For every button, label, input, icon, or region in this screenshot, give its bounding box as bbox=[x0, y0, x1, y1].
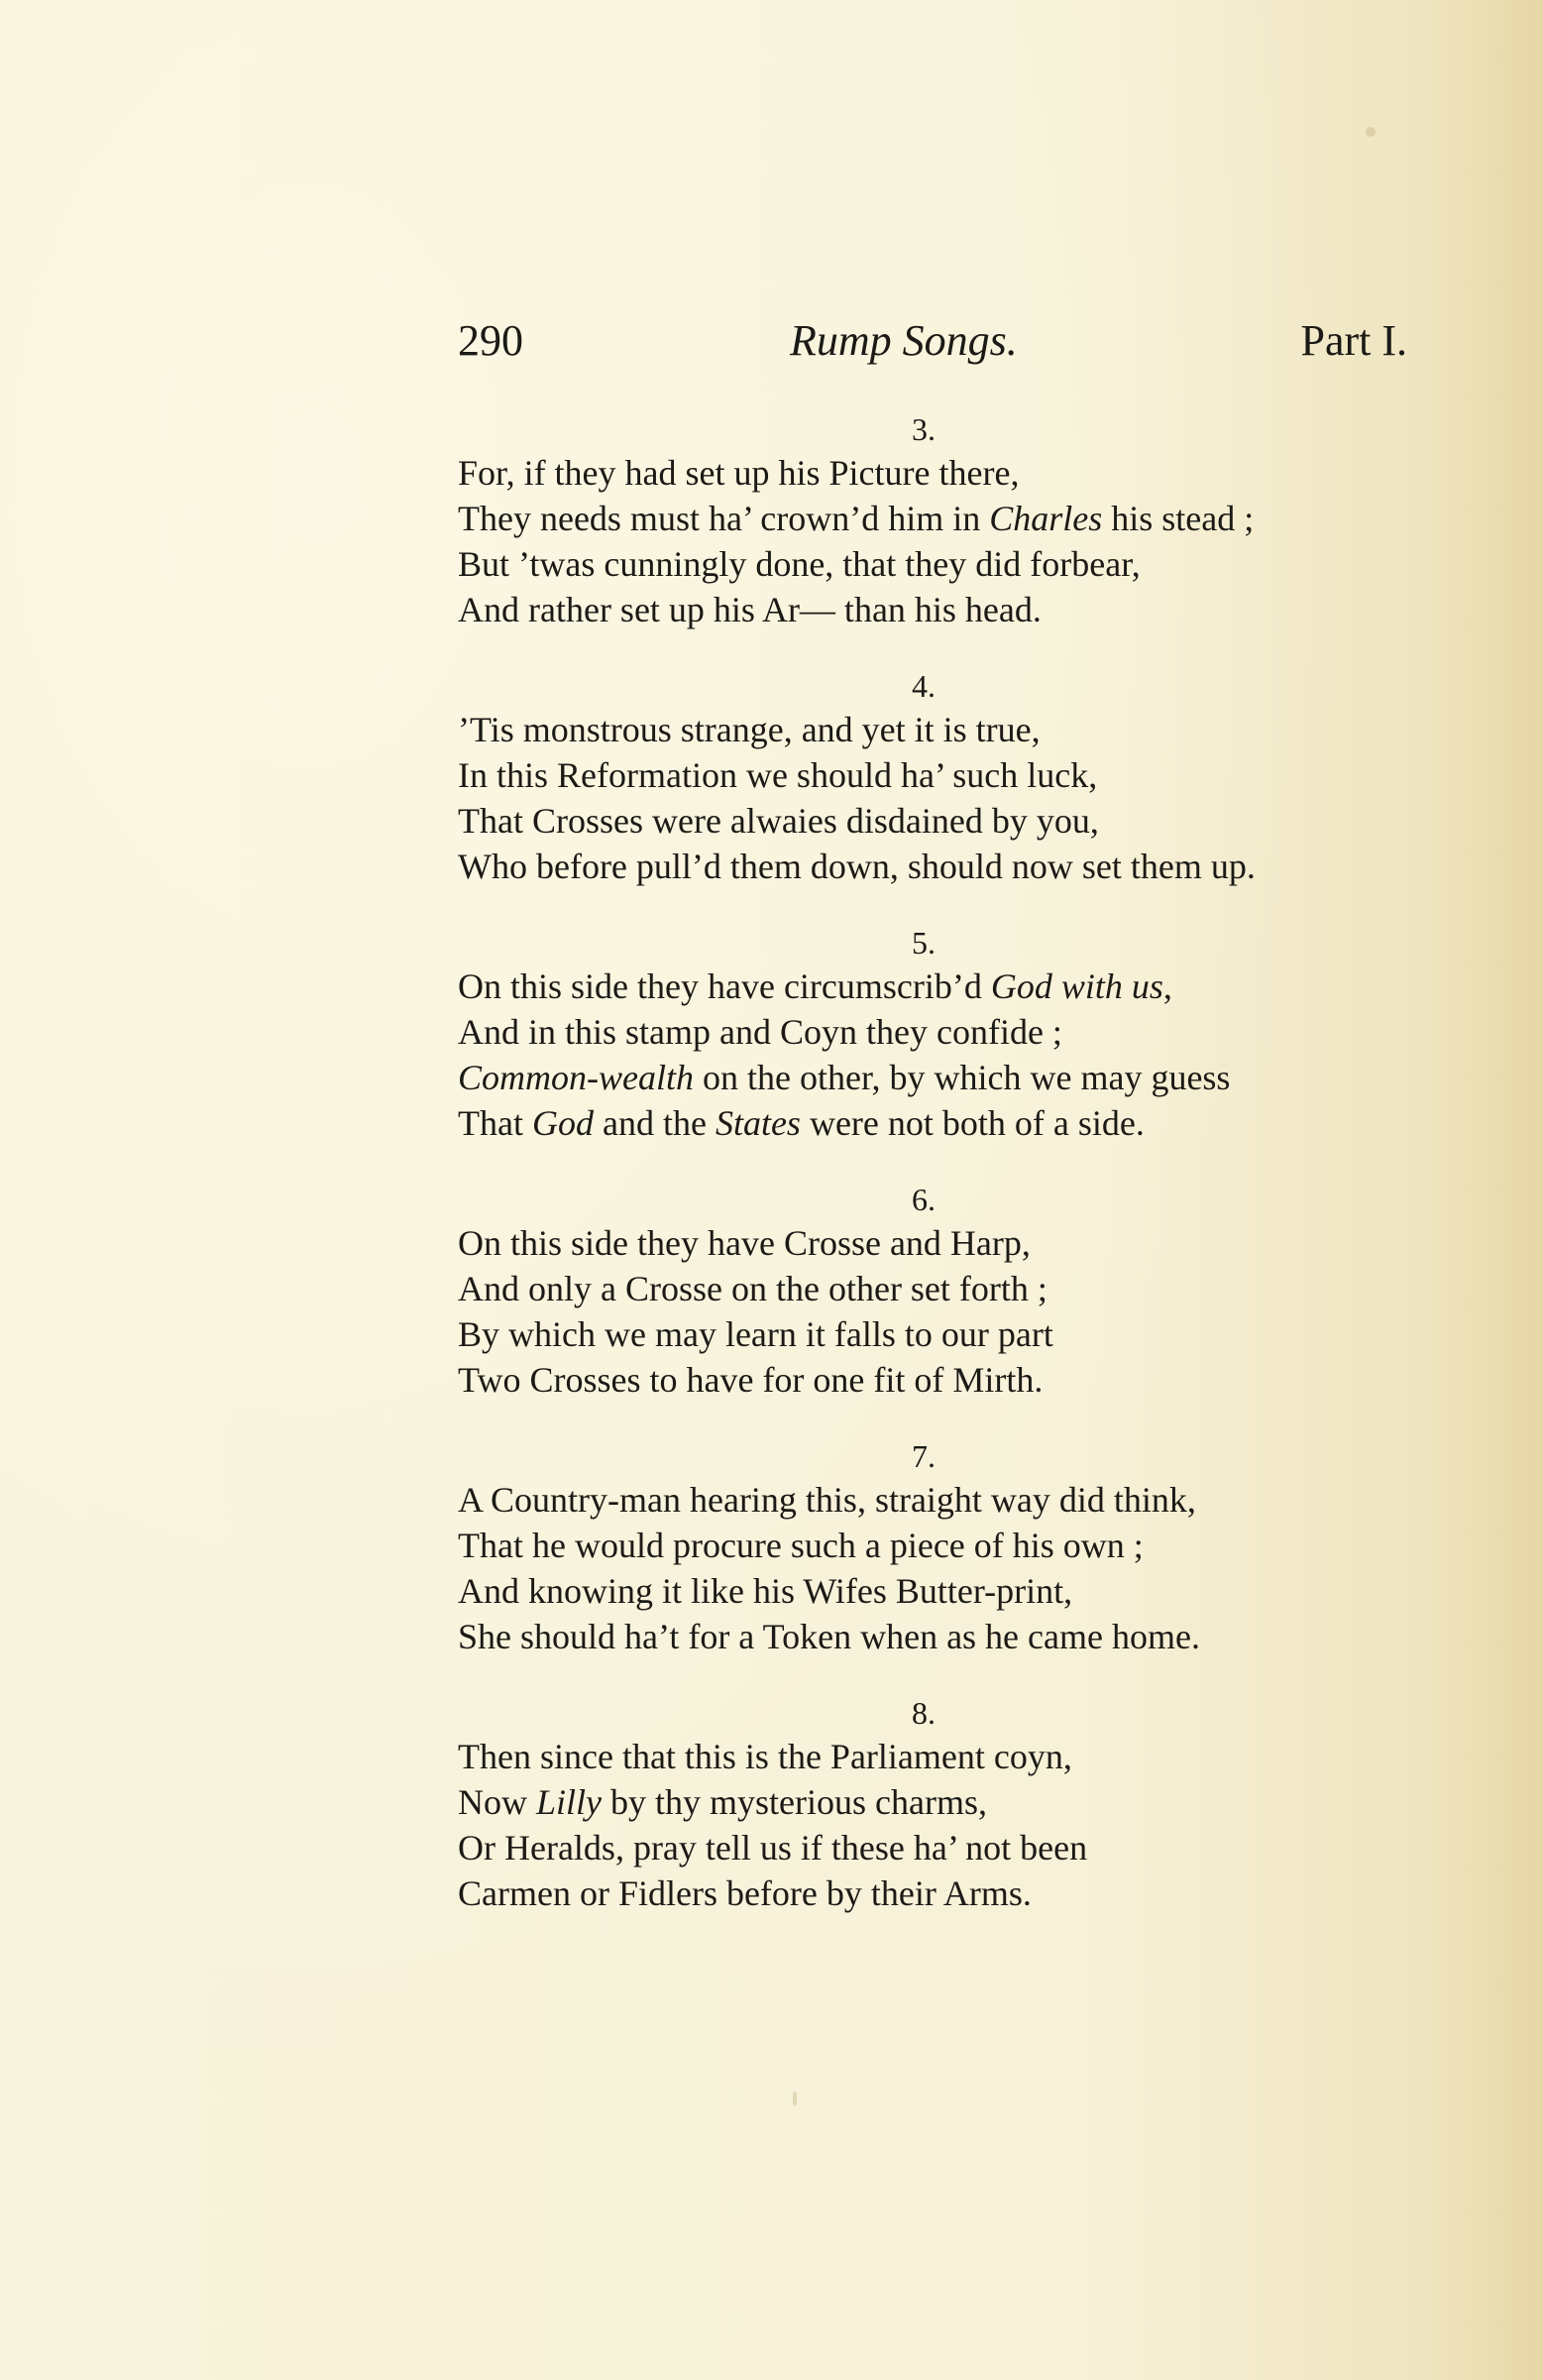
text-segment: , bbox=[1162, 966, 1172, 1006]
verse-line bbox=[458, 1739, 1072, 1774]
verse-line bbox=[458, 1225, 1031, 1261]
italic-text: Common-wealth bbox=[458, 1058, 694, 1097]
text-segment: In this Reformation we should ha’ such luck, bbox=[458, 755, 1098, 795]
verse-line bbox=[458, 1875, 1032, 1911]
stanza-number: 4. bbox=[912, 668, 936, 704]
text-segment: Carmen or Fidlers before by their Arms. bbox=[458, 1873, 1032, 1913]
text-segment: Who before pull’d them down, should now set them up. bbox=[458, 847, 1256, 886]
text-segment: his stead ; bbox=[1102, 499, 1255, 538]
text-segment: were not both of a side. bbox=[800, 1103, 1145, 1143]
verse-line bbox=[458, 849, 1256, 884]
text-segment: and the bbox=[593, 1103, 716, 1143]
verse-line bbox=[458, 1528, 1144, 1563]
text-segment: Then since that this is the Parliament coyn, bbox=[458, 1737, 1072, 1776]
verse-line bbox=[458, 501, 1254, 536]
verse-line bbox=[458, 712, 1041, 747]
text-segment: That bbox=[458, 1103, 532, 1143]
text-segment: And knowing it like his Wifes Butter-print, bbox=[458, 1571, 1073, 1611]
text-segment: By which we may learn it falls to our part bbox=[458, 1314, 1053, 1354]
verse-line bbox=[458, 592, 1042, 627]
text-segment: And rather set up his Ar— than his head. bbox=[458, 590, 1042, 629]
verse-line bbox=[458, 1784, 987, 1820]
verse-line bbox=[458, 1014, 1062, 1050]
verse-line bbox=[458, 803, 1099, 839]
paper-spot bbox=[1366, 127, 1376, 137]
text-segment: She should ha’t for a Token when as he came home. bbox=[458, 1617, 1200, 1656]
part-label: Part I. bbox=[1300, 316, 1407, 365]
text-segment: Two Crosses to have for one fit of Mirth. bbox=[458, 1360, 1044, 1400]
paper-spot bbox=[793, 2092, 797, 2105]
text-segment: That he would procure such a piece of his own ; bbox=[458, 1526, 1144, 1565]
verse-line bbox=[458, 1105, 1145, 1141]
verse-line bbox=[458, 1830, 1087, 1866]
running-header bbox=[458, 315, 1407, 375]
italic-text: God with us bbox=[990, 966, 1163, 1006]
verse-line bbox=[458, 1271, 1047, 1306]
page-number: 290 bbox=[458, 316, 523, 365]
text-segment: But ’twas cunningly done, that they did forbear, bbox=[458, 544, 1141, 584]
stanza-number: 7. bbox=[912, 1438, 936, 1474]
verse-line bbox=[458, 1316, 1053, 1352]
verse-line bbox=[458, 1362, 1043, 1398]
text-segment: ’Tis monstrous strange, and yet it is true, bbox=[458, 710, 1041, 749]
text-segment: A Country-man hearing this, straight way did think, bbox=[458, 1480, 1196, 1520]
text-segment: on the other, by which we may guess bbox=[694, 1058, 1231, 1097]
running-title: Rump Songs. bbox=[790, 316, 1018, 365]
italic-text: Lilly bbox=[536, 1782, 603, 1822]
stanza-number: 3. bbox=[912, 411, 936, 447]
text-segment: by thy mysterious charms, bbox=[602, 1782, 987, 1822]
text-segment: On this side they have Crosse and Harp, bbox=[458, 1223, 1031, 1263]
text-segment: And in this stamp and Coyn they confide ; bbox=[458, 1012, 1062, 1052]
italic-text: God bbox=[531, 1103, 594, 1143]
text-segment: Or Heralds, pray tell us if these ha’ not been bbox=[458, 1828, 1088, 1868]
verse-line bbox=[458, 1619, 1200, 1654]
italic-text: Charles bbox=[989, 499, 1103, 538]
text-segment: On this side they have circumscrib’d bbox=[458, 966, 991, 1006]
verse-line bbox=[458, 455, 1019, 491]
text-segment: For, if they had set up his Picture there, bbox=[458, 453, 1020, 493]
verse-line bbox=[458, 546, 1141, 582]
text-segment: That Crosses were alwaies disdained by you, bbox=[458, 801, 1099, 841]
italic-text: States bbox=[715, 1103, 801, 1143]
verse-line bbox=[458, 1573, 1072, 1609]
verse-line bbox=[458, 1482, 1196, 1518]
stanza-number: 5. bbox=[912, 925, 936, 961]
verse-line bbox=[458, 757, 1097, 793]
stanza-number: 6. bbox=[912, 1182, 936, 1217]
text-segment: They needs must ha’ crown’d him in bbox=[458, 499, 990, 538]
stanza-number: 8. bbox=[912, 1695, 936, 1731]
verse-line bbox=[458, 968, 1172, 1004]
text-segment: And only a Crosse on the other set forth ; bbox=[458, 1269, 1047, 1308]
verse-line bbox=[458, 1060, 1230, 1095]
text-segment: Now bbox=[458, 1782, 536, 1822]
